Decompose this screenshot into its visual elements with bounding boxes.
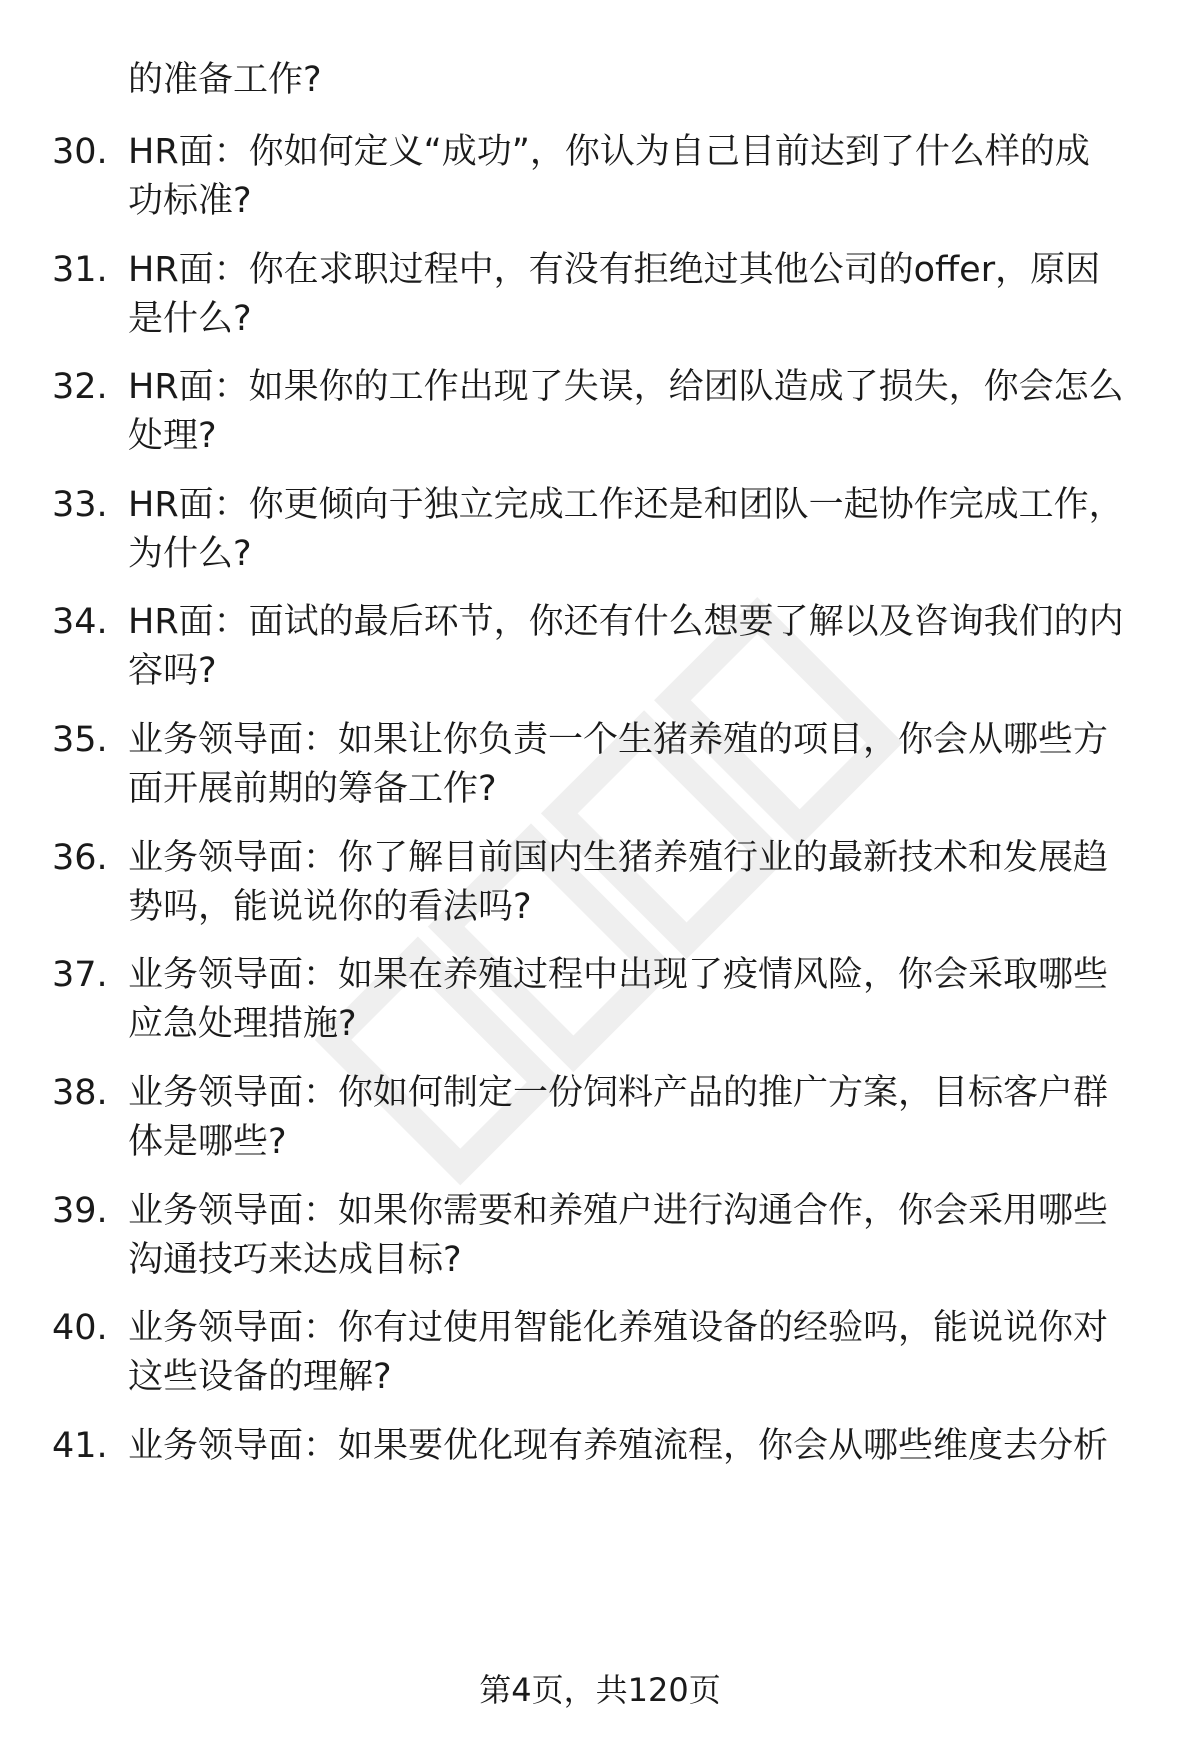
question-text: 业务领导面：你有过使用智能化养殖设备的经验吗，能说说你对 这些设备的理解? — [128, 1308, 1109, 1397]
question-number: 30. — [52, 132, 108, 172]
question-number: 41. — [52, 1426, 108, 1466]
question-text: HR面：如果你的工作出现了失误，给团队造成了损失，你会怎么 处理? — [128, 367, 1124, 456]
question-number: 33. — [52, 485, 108, 525]
question-number: 39. — [52, 1191, 108, 1231]
question-text: 业务领导面：如果在养殖过程中出现了疫情风险，你会采取哪些 应急处理措施? — [128, 955, 1109, 1044]
question-text: HR面：面试的最后环节，你还有什么想要了解以及咨询我们的内 容吗? — [128, 602, 1124, 691]
question-text: 业务领导面：如果你需要和养殖户进行沟通合作，你会采用哪些 沟通技巧来达成目标? — [128, 1191, 1109, 1280]
question-number: 38. — [52, 1073, 108, 1113]
question-text: HR面：你如何定义“成功”，你认为自己目前达到了什么样的成 功标准? — [128, 132, 1090, 221]
page-footer: 第4页，共120页 — [479, 1671, 721, 1709]
question-number: 36. — [52, 838, 108, 878]
question-number: 40. — [52, 1308, 108, 1348]
continued-question-text: 的准备工作? — [128, 60, 322, 100]
question-text: HR面：你更倾向于独立完成工作还是和团队一起协作完成工作， 为什么? — [128, 485, 1124, 574]
question-number: 35. — [52, 720, 108, 760]
question-number: 31. — [52, 250, 108, 290]
question-text: 业务领导面：如果让你负责一个生猪养殖的项目，你会从哪些方 面开展前期的筹备工作? — [128, 720, 1109, 809]
question-text: 业务领导面：你如何制定一份饲料产品的推广方案，目标客户群 体是哪些? — [128, 1073, 1109, 1162]
question-text: 业务领导面：你了解目前国内生猪养殖行业的最新技术和发展趋 势吗，能说说你的看法吗? — [128, 838, 1109, 927]
question-number: 37. — [52, 955, 108, 995]
question-number: 34. — [52, 602, 108, 642]
question-number: 32. — [52, 367, 108, 407]
question-text: 业务领导面：如果要优化现有养殖流程，你会从哪些维度去分析 — [128, 1426, 1109, 1466]
question-text: HR面：你在求职过程中，有没有拒绝过其他公司的offer，原因 是什么? — [128, 250, 1101, 339]
